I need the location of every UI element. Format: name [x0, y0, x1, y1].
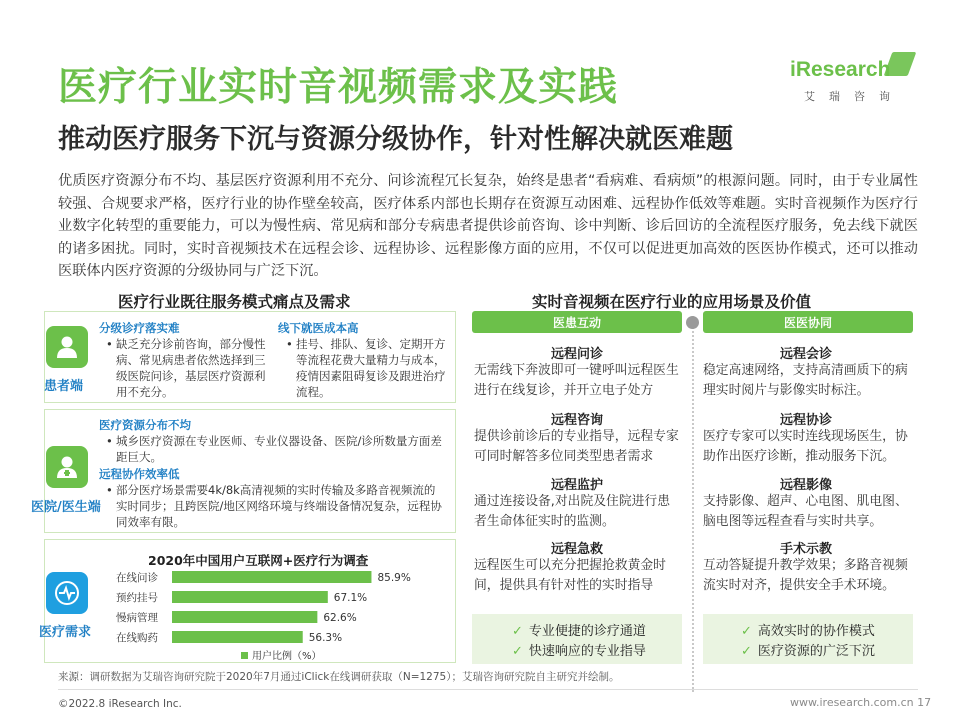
patient-label: 患者端: [44, 379, 84, 394]
copyright: ©2022.8 iResearch Inc.: [58, 698, 182, 710]
col1-item-title: 远程急救: [550, 542, 603, 557]
col2-item-title: 手术示教: [779, 542, 832, 557]
col1-item-title: 远程监护: [550, 478, 603, 493]
patient-sec1-title: 分级诊疗落实难: [99, 321, 180, 335]
chart-category-label: 慢病管理: [116, 612, 158, 624]
chart-value-label: 56.3%: [308, 632, 343, 644]
patient-sec2-title: 线下就医成本高: [278, 321, 359, 335]
col2-item-title: 远程协诊: [779, 413, 832, 428]
site-url: www.iresearch.com.cn: [790, 696, 914, 709]
col2-item-desc: 互动答疑提升教学效果；多路音视频流实时对齐，提供安全手术环境。: [703, 558, 908, 593]
col1-item-desc: 无需线下奔波即可一键呼叫远程医生进行在线复诊，并开立电子处方: [474, 363, 679, 398]
footer-divider: [58, 689, 918, 690]
page-number: 17: [917, 696, 932, 709]
col2-values-box: [703, 614, 913, 664]
intro-paragraph: 优质医疗资源分布不均、基层医疗资源利用不充分、问诊流程冗长复杂，始终是患者“看病难、看病烦”的根源问题。同时，由于专业属性较强、合规要求严格，医疗行业的协作壁垒较高，医疗体系内部也长期存在资源互动困难、远程协作低效等难题。实时音视频作为医疗行业数字化转型的重要能力，可以为慢性病、常见病和部分专病患者提供诊前咨询、诊中判断、诊后回访的全流程医疗服务，免去线下就医的诸多困扰。同时，实时音视频技术在远程会诊、远程协诊、远程影像方面的应用，不仅可以促进更加高效的医医协作模式，还可以推动医联体内医疗资源的分级协同与广泛下沉。: [58, 173, 918, 279]
col2-item-desc: 医疗专家可以实时连线现场医生，协助作出医疗诊断，推动服务下沉。: [703, 429, 908, 464]
chart-bar: [172, 631, 303, 643]
patient-sec2-text: • 挂号、排队、复诊、定期开方等流程花费大量精力与成本，疫情因素阻碍复诊及跟进治疗流程。: [296, 336, 448, 400]
col1-item-desc: 通过连接设备,对出院及住院进行患者生命体征实时的监测。: [474, 494, 671, 529]
left-heading: 医疗行业既往服务模式痛点及需求: [118, 293, 351, 311]
col1-item-desc: 提供诊前诊后的专业指导，远程专家可同时解答多位同类型患者需求: [474, 429, 679, 464]
right-heading: 实时音视频在医疗行业的应用场景及价值: [532, 293, 812, 311]
col2-item-title: 远程会诊: [779, 347, 832, 362]
col1-item-title: 远程咨询: [550, 413, 603, 428]
col1-values-box: [472, 614, 682, 664]
col2-item-desc: 支持影像、超声、心电图、肌电图、脑电图等远程查看与实时共享。: [703, 494, 908, 529]
doctor-icon: [46, 446, 88, 488]
col1-value-1: ✓ 专业便捷的诊疗通道: [512, 624, 646, 639]
hospital-label: 医院/医生端: [31, 500, 101, 515]
logo-brand: iResearch: [790, 58, 891, 81]
page-footer: [790, 696, 931, 709]
check-icon: ✓: [512, 624, 523, 639]
page-title: 医疗行业实时音视频需求及实践: [58, 65, 619, 110]
medical-demand-icon: [46, 572, 88, 614]
chart-value-label: 67.1%: [333, 592, 368, 604]
col2-item-title: 远程影像: [779, 478, 832, 493]
check-icon: ✓: [741, 644, 752, 659]
chart-value-label: 85.9%: [377, 572, 411, 584]
chart-title: 2020年中国用户互联网+医疗行为调查: [148, 553, 369, 568]
col1-item-title: 远程问诊: [550, 347, 603, 362]
col1-item-desc: 远程医生可以充分把握抢救黄金时间，提供具有针对性的实时指导: [474, 558, 666, 593]
col2-item-desc: 稳定高速网络，支持高清画质下的病理实时阅片与影像实时标注。: [703, 363, 908, 398]
check-icon: ✓: [512, 644, 523, 659]
chart-bar: [172, 571, 371, 583]
check-icon: ✓: [741, 624, 752, 639]
col1-value-2: ✓ 快速响应的专业指导: [512, 644, 646, 659]
col2-value-1: ✓ 高效实时的协作模式: [741, 624, 875, 639]
demand-label: 医疗需求: [39, 625, 92, 640]
chart-bar: [172, 591, 328, 603]
page-subtitle: 推动医疗服务下沉与资源分级协作，针对性解决就医难题: [58, 124, 733, 155]
chart-category-label: 在线问诊: [116, 572, 158, 584]
hospital-sec1-text: • 城乡医疗资源在专业医师、专业仪器设备、医院/诊所数量方面差距巨大。: [116, 433, 446, 465]
chart-value-label: 62.6%: [323, 612, 357, 624]
hospital-sec2-text: • 部分医疗场景需要4k/8k高清视频的实时传输及多路音视频流的实时同步；且跨医院/地区网络环境与终端设备情况复杂，远程协同效率有限。: [116, 482, 446, 530]
chart-category-label: 在线购药: [116, 632, 158, 644]
logo-subtext: 艾瑞咨询: [804, 90, 904, 103]
divider-line: [692, 316, 694, 692]
hospital-sec1-title: 医疗资源分布不均: [99, 418, 191, 432]
chart-bar: [172, 611, 317, 623]
chart-category-label: 预约挂号: [116, 592, 158, 604]
patient-sec1-text: • 缺乏充分诊前咨询，部分慢性病、常见病患者依然选择到三级医院问诊，基层医疗资源利用不充分。: [116, 336, 266, 400]
tab-doctor-patient: 医患互动: [472, 311, 682, 333]
hospital-sec2-title: 远程协作效率低: [99, 467, 180, 481]
behavior-bar-chart: [108, 565, 448, 663]
divider-dot: [686, 316, 699, 329]
legend-label: 用户比例（%）: [252, 651, 322, 662]
legend-swatch: [241, 652, 248, 659]
footnote: 来源：调研数据为艾瑞咨询研究院于2020年7月通过iClick在线调研获取（N=1275）；艾瑞咨询研究院自主研究并绘制。: [58, 671, 620, 683]
col2-value-2: ✓ 医疗资源的广泛下沉: [741, 644, 875, 659]
tab-doctor-doctor: 医医协同: [703, 311, 913, 333]
iresearch-logo: [790, 58, 920, 108]
patient-person-icon: [46, 326, 88, 368]
